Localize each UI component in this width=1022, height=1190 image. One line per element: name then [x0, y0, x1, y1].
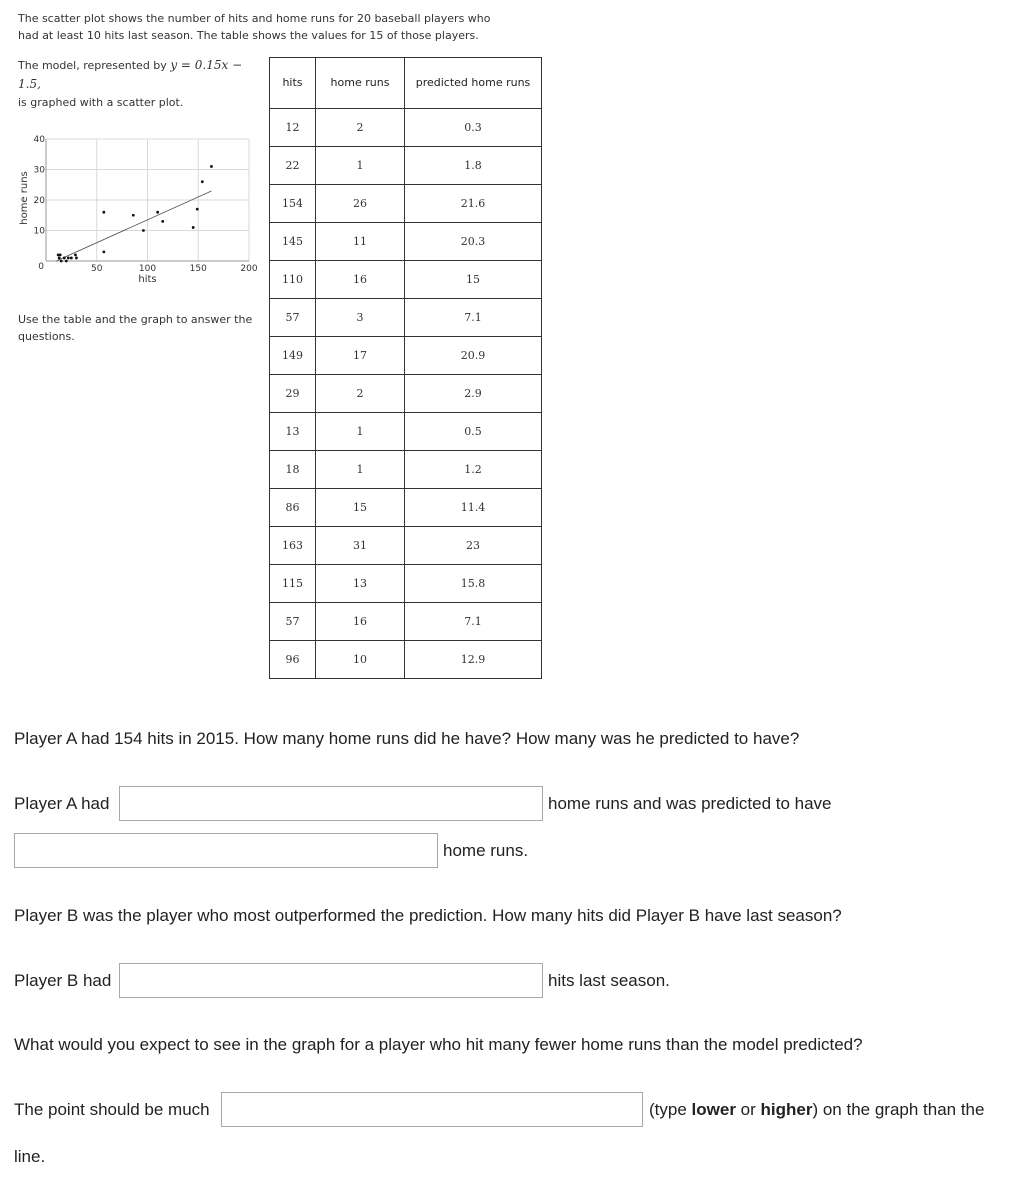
table-row — [270, 147, 542, 185]
data-point — [67, 257, 70, 260]
table-row — [270, 109, 542, 147]
question-2: Player B was the player who most outperformed the prediction. How many hits did Player B have last season? — [14, 906, 842, 925]
table-row — [270, 375, 542, 413]
data-point — [60, 260, 63, 263]
data-point — [156, 211, 159, 214]
cell-predicted: 7.1 — [405, 299, 542, 337]
data-point — [59, 254, 62, 257]
cell-home-runs: 16 — [316, 603, 405, 641]
cell-home-runs: 1 — [316, 147, 405, 185]
cell-predicted: 15 — [405, 261, 542, 299]
cell-home-runs: 10 — [316, 641, 405, 679]
q3-hint-or: or — [735, 1100, 761, 1119]
table-row — [270, 641, 542, 679]
model-line — [56, 191, 211, 261]
data-point — [58, 257, 61, 260]
y-tick-label: 30 — [33, 165, 45, 176]
table-row — [270, 413, 542, 451]
q3-line-word: line. — [14, 1147, 46, 1166]
model-equation: y = 0.15x − 1.5, — [18, 58, 243, 91]
y-tick-label: 0 — [38, 262, 44, 272]
table-row — [270, 489, 542, 527]
table-row — [270, 527, 542, 565]
cell-predicted: 21.6 — [405, 185, 542, 223]
table-header-row — [270, 58, 542, 109]
y-axis-label: home runs — [19, 171, 30, 225]
q3-hint-higher: higher — [760, 1100, 813, 1119]
header-predicted-home-runs: predicted home runs — [405, 58, 542, 109]
cell-predicted: 2.9 — [405, 375, 542, 413]
cell-home-runs: 1 — [316, 413, 405, 451]
cell-hits: 18 — [270, 451, 316, 489]
q1-suffix: home runs. — [443, 841, 529, 860]
cell-predicted: 0.3 — [405, 109, 542, 147]
q2-suffix: hits last season. — [548, 971, 670, 990]
cell-hits: 115 — [270, 565, 316, 603]
model-text-before: The model, represented by — [18, 59, 171, 72]
scatter-plot — [0, 120, 265, 295]
cell-home-runs: 3 — [316, 299, 405, 337]
data-table — [269, 57, 542, 679]
data-point — [75, 257, 78, 260]
table-row — [270, 603, 542, 641]
cell-home-runs: 17 — [316, 337, 405, 375]
cell-hits: 145 — [270, 223, 316, 261]
cell-predicted: 12.9 — [405, 641, 542, 679]
y-tick-label: 40 — [33, 135, 45, 145]
data-point — [196, 208, 199, 211]
q1-middle: home runs and was predicted to have — [548, 794, 832, 813]
model-description — [18, 56, 268, 112]
q3-hint-open: (type — [649, 1100, 692, 1119]
cell-predicted: 7.1 — [405, 603, 542, 641]
table-row — [270, 337, 542, 375]
cell-predicted: 0.5 — [405, 413, 542, 451]
q3-hint-close: ) on the graph than the — [812, 1100, 985, 1119]
table-row — [270, 261, 542, 299]
data-point — [70, 257, 73, 260]
table-row — [270, 299, 542, 337]
question-3: What would you expect to see in the graph for a player who hit many fewer home runs than the model predicted? — [14, 1035, 863, 1054]
data-point — [161, 220, 164, 223]
question-1: Player A had 154 hits in 2015. How many home runs did he have? How many was he predicted to have? — [14, 729, 800, 748]
cell-home-runs: 16 — [316, 261, 405, 299]
cell-hits: 12 — [270, 109, 316, 147]
cell-hits: 163 — [270, 527, 316, 565]
cell-home-runs: 26 — [316, 185, 405, 223]
y-tick-label: 20 — [33, 196, 45, 206]
cell-hits: 154 — [270, 185, 316, 223]
q3-hint-lower: lower — [691, 1100, 736, 1119]
cell-home-runs: 1 — [316, 451, 405, 489]
cell-hits: 110 — [270, 261, 316, 299]
cell-hits: 57 — [270, 603, 316, 641]
cell-home-runs: 31 — [316, 527, 405, 565]
table-row — [270, 565, 542, 603]
data-point — [102, 211, 105, 214]
cell-hits: 96 — [270, 641, 316, 679]
table-row — [270, 451, 542, 489]
player-a-home-runs-input[interactable] — [119, 786, 543, 821]
data-point — [65, 260, 68, 263]
cell-predicted: 1.8 — [405, 147, 542, 185]
cell-hits: 57 — [270, 299, 316, 337]
cell-hits: 22 — [270, 147, 316, 185]
data-point — [192, 226, 195, 229]
y-tick-label: 10 — [33, 226, 45, 237]
data-point — [142, 229, 145, 232]
cell-home-runs: 15 — [316, 489, 405, 527]
cell-predicted: 23 — [405, 527, 542, 565]
x-axis-label: hits — [138, 274, 157, 285]
data-point — [132, 214, 135, 217]
data-point — [210, 165, 213, 168]
cell-predicted: 20.9 — [405, 337, 542, 375]
cell-hits: 13 — [270, 413, 316, 451]
cell-hits: 149 — [270, 337, 316, 375]
model-text-after: is graphed with a scatter plot. — [18, 96, 184, 109]
cell-hits: 86 — [270, 489, 316, 527]
intro-text: The scatter plot shows the number of hits and home runs for 20 baseball players who had at least 10 hits last season. The table shows the values for 15 of those players. — [18, 12, 491, 42]
data-point — [63, 257, 66, 260]
x-tick-label: 50 — [91, 264, 103, 274]
x-tick-label: 100 — [138, 264, 157, 274]
player-a-predicted-input[interactable] — [14, 833, 438, 868]
x-tick-label: 200 — [240, 264, 258, 274]
cell-home-runs: 13 — [316, 565, 405, 603]
q3-prefix: The point should be much — [14, 1100, 210, 1119]
data-point — [74, 254, 77, 257]
data-point — [201, 180, 204, 183]
data-point — [102, 250, 105, 253]
cell-predicted: 11.4 — [405, 489, 542, 527]
x-tick-label: 150 — [189, 264, 207, 274]
q3-hint — [649, 1100, 984, 1120]
cell-predicted: 15.8 — [405, 565, 542, 603]
header-home-runs: home runs — [316, 58, 405, 109]
q1-prefix: Player A had — [14, 794, 110, 813]
table-row — [270, 223, 542, 261]
cell-hits: 29 — [270, 375, 316, 413]
lower-higher-input[interactable] — [221, 1092, 643, 1127]
table-row — [270, 185, 542, 223]
cell-home-runs: 11 — [316, 223, 405, 261]
cell-home-runs: 2 — [316, 109, 405, 147]
header-hits: hits — [270, 58, 316, 109]
cell-predicted: 20.3 — [405, 223, 542, 261]
cell-predicted: 1.2 — [405, 451, 542, 489]
player-b-hits-input[interactable] — [119, 963, 543, 998]
cell-home-runs: 2 — [316, 375, 405, 413]
use-instructions: Use the table and the graph to answer the questions. — [18, 313, 253, 343]
q2-prefix: Player B had — [14, 971, 112, 990]
